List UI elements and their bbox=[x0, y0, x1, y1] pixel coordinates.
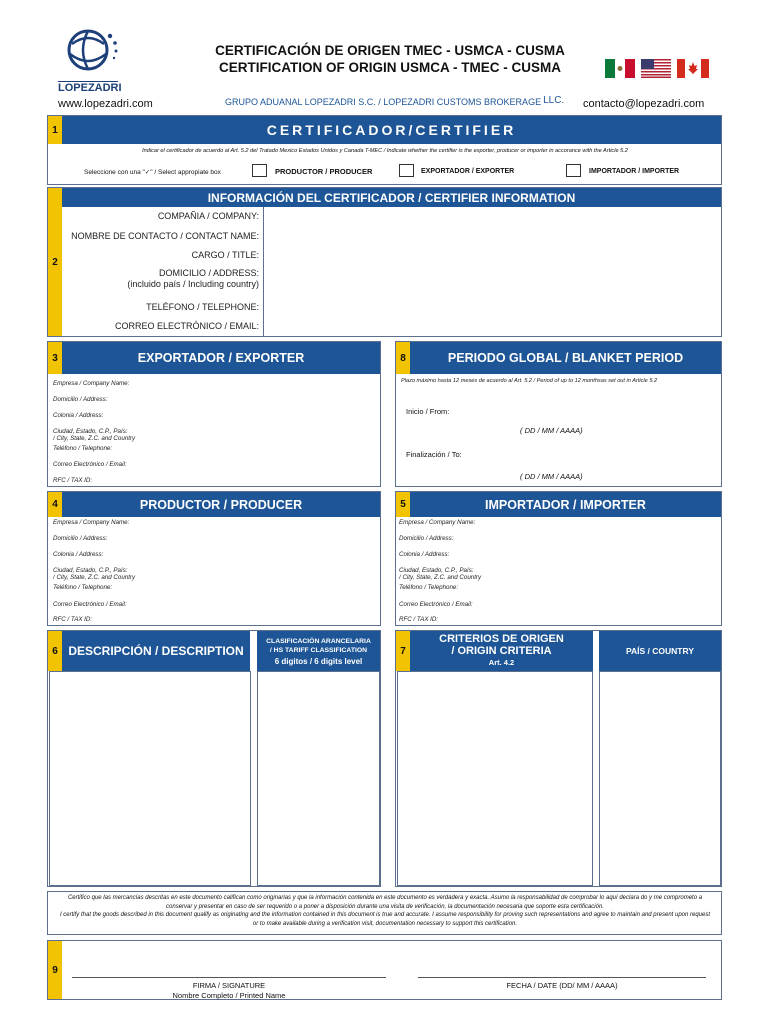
importer-rfc[interactable]: RFC / TAX ID: bbox=[399, 616, 439, 623]
section-6-title: DESCRIPCIÓN / DESCRIPTION bbox=[62, 631, 250, 671]
exporter-email[interactable]: Correo Electrónico / Email: bbox=[53, 461, 127, 468]
date-line[interactable] bbox=[418, 977, 706, 978]
usa-flag bbox=[641, 59, 671, 78]
signature-label: FIRMA / SIGNATURE bbox=[192, 981, 266, 990]
section-9-number: 9 bbox=[48, 941, 62, 999]
section-1-number: 1 bbox=[48, 116, 62, 144]
section-6-number: 6 bbox=[48, 631, 62, 671]
section-7-number: 7 bbox=[396, 631, 410, 671]
email-label: CORREO ELECTRÓNICO / EMAIL: bbox=[114, 321, 259, 331]
company-name bbox=[225, 97, 564, 108]
origin-line-2: / ORIGIN CRITERIA bbox=[451, 645, 552, 657]
declaration-es: Certifico que las mercancías descritas en este documento califican como originarias y que la información contenida en este documento es verdadera y exacta. Asumo la responsabilidad de comprobar lo aquí declara do y me comprometo a conservar y presentar en caso de ser requerido o a poner a disposición durante una visita de verificación, la documentación necesaria que soporte esta certificación. bbox=[67, 895, 703, 910]
address-note: (incluido país / Including country) bbox=[127, 279, 259, 289]
producer-label: PRODUCTOR / PRODUCER bbox=[275, 167, 373, 176]
mexico-flag bbox=[605, 59, 635, 78]
blanket-note: Plazo máximo hasta 12 meses de acuerdo al Art. 5.2 / Period of up to 12 monthsas set out in Article 5.2 bbox=[401, 378, 658, 384]
section-8-title: PERIODO GLOBAL / BLANKET PERIOD bbox=[410, 342, 721, 374]
hs-line-1: CLASIFICACIÓN ARANCELARIA bbox=[266, 637, 371, 645]
phone-input[interactable] bbox=[264, 300, 720, 318]
origin-criteria-header bbox=[410, 631, 593, 671]
producer-colonia[interactable]: Colonia / Address: bbox=[53, 551, 104, 558]
title-line-2: CERTIFICATION OF ORIGIN USMCA - TMEC - CUSMA bbox=[219, 60, 561, 75]
document-title bbox=[200, 42, 580, 76]
importer-checkbox[interactable] bbox=[566, 164, 581, 177]
printed-name-label: Nombre Completo / Printed Name bbox=[172, 991, 286, 1000]
section-4-title: PRODUCTOR / PRODUCER bbox=[62, 492, 380, 517]
importer-colonia[interactable]: Colonia / Address: bbox=[399, 551, 450, 558]
origin-criteria-input[interactable] bbox=[397, 671, 593, 886]
section-1-title: CERTIFICADOR/CERTIFIER bbox=[62, 116, 721, 144]
section-2-title: INFORMACIÓN DEL CERTIFICADOR / CERTIFIER INFORMATION bbox=[62, 188, 721, 207]
select-label: Seleccione con una "✓" / Select appropiate box bbox=[84, 169, 221, 176]
section-8-number: 8 bbox=[396, 342, 410, 374]
exporter-phone[interactable]: Teléfono / Telephone: bbox=[53, 445, 113, 452]
section-1-instruction: Indicar el certificador de acuerdo al Art. 5.2 del Tratado Mexico Estados Unidos y Canada T-MEC / Indicate whether the certifier is the exporter, producer or importer in accorance with the Article 5.2 bbox=[142, 148, 628, 154]
hs-line-3: 6 digitos / 6 digits level bbox=[274, 656, 363, 666]
hs-line-2: / HS TARIFF CLASSIFICATION bbox=[269, 646, 368, 654]
section-2-number: 2 bbox=[48, 188, 62, 336]
company-input[interactable] bbox=[264, 207, 720, 227]
producer-email[interactable]: Correo Electrónico / Email: bbox=[53, 601, 127, 608]
importer-city[interactable]: Ciudad, Estado, C.P., País: bbox=[399, 567, 474, 574]
from-date-format[interactable]: ( DD / MM / AAAA) bbox=[520, 426, 583, 435]
producer-checkbox[interactable] bbox=[252, 164, 267, 177]
origin-line-3: Art. 4.2 bbox=[488, 658, 515, 667]
origin-line-1: CRITERIOS DE ORIGEN bbox=[439, 633, 564, 645]
from-label: Inicio / From: bbox=[406, 407, 450, 416]
address-label: DOMICILIO / ADDRESS: bbox=[158, 268, 259, 278]
cargo-label: CARGO / TITLE: bbox=[191, 250, 259, 260]
website[interactable]: www.lopezadri.com bbox=[58, 98, 153, 110]
exporter-address[interactable]: Domicilio / Address: bbox=[53, 396, 108, 403]
hs-classification-header bbox=[257, 631, 380, 671]
company-name-text: GRUPO ADUANAL LOPEZADRI S.C. / LOPEZADRI CUSTOMS BROKERAGE bbox=[225, 97, 542, 107]
producer-city[interactable]: Ciudad, Estado, C.P., País: bbox=[53, 567, 128, 574]
logo-text: LOPEZADRI bbox=[58, 82, 122, 94]
country-header: PAÍS / COUNTRY bbox=[599, 631, 721, 671]
producer-rfc[interactable]: RFC / TAX ID: bbox=[53, 616, 93, 623]
address-input[interactable] bbox=[264, 265, 720, 300]
phone-label: TELÉFONO / TELEPHONE: bbox=[146, 302, 259, 312]
exporter-colonia[interactable]: Colonia / Address: bbox=[53, 412, 104, 419]
flags bbox=[605, 59, 709, 83]
title-line-1: CERTIFICACIÓN DE ORIGEN TMEC - USMCA - CUSMA bbox=[215, 43, 565, 58]
section-3-number: 3 bbox=[48, 342, 62, 374]
exporter-rfc[interactable]: RFC / TAX ID: bbox=[53, 477, 93, 484]
importer-address[interactable]: Domicilio / Address: bbox=[399, 535, 454, 542]
producer-address[interactable]: Domicilio / Address: bbox=[53, 535, 108, 542]
section-3-title: EXPORTADOR / EXPORTER bbox=[62, 342, 380, 374]
importer-phone[interactable]: Teléfono / Telephone: bbox=[399, 584, 459, 591]
date-label: FECHA / DATE (DD/ MM / AAAA) bbox=[506, 981, 618, 990]
exporter-city[interactable]: Ciudad, Estado, C.P., País: bbox=[53, 428, 128, 435]
producer-company[interactable]: Empresa / Company Name: bbox=[53, 519, 130, 526]
contact-label: NOMBRE DE CONTACTO / CONTACT NAME: bbox=[71, 231, 259, 241]
section-4-number: 4 bbox=[48, 492, 62, 517]
to-label: Finalización / To: bbox=[406, 450, 462, 459]
globe-icon bbox=[58, 24, 122, 76]
hs-classification-input[interactable] bbox=[257, 671, 380, 886]
exporter-label: EXPORTADOR / EXPORTER bbox=[421, 168, 515, 175]
contact-email[interactable]: contacto@lopezadri.com bbox=[583, 98, 705, 110]
producer-city-en: / City, State, Z.C. and Country bbox=[53, 574, 136, 581]
description-input[interactable] bbox=[49, 671, 251, 886]
producer-phone[interactable]: Teléfono / Telephone: bbox=[53, 584, 113, 591]
importer-city-en: / City, State, Z.C. and Country bbox=[399, 574, 482, 581]
exporter-company[interactable]: Empresa / Company Name: bbox=[53, 380, 130, 387]
canada-flag bbox=[677, 59, 709, 78]
declaration-text bbox=[58, 894, 712, 928]
company-label: COMPAÑIA / COMPANY: bbox=[157, 211, 259, 221]
signature-line[interactable] bbox=[72, 977, 386, 978]
declaration-en: I certify that the goods described in this document qualify as originating and the information contained in this document is true and accurate. I assume responsibility for proving such representations and agree to maintain and present upon request or to make available during a verification visit, documentation necessary to support this certification. bbox=[59, 912, 711, 927]
contact-input[interactable] bbox=[264, 227, 720, 247]
email-input[interactable] bbox=[264, 318, 720, 336]
exporter-checkbox[interactable] bbox=[399, 164, 414, 177]
to-date-format[interactable]: ( DD / MM / AAAA) bbox=[520, 472, 583, 481]
company-logo bbox=[58, 24, 122, 94]
importer-company[interactable]: Empresa / Company Name: bbox=[399, 519, 476, 526]
country-input[interactable] bbox=[599, 671, 721, 886]
importer-email[interactable]: Correo Electrónico / Email: bbox=[399, 601, 473, 608]
exporter-city-en: / City, State, Z.C. and Country bbox=[53, 435, 136, 442]
importer-label: IMPORTADOR / IMPORTER bbox=[589, 168, 680, 175]
section-5-title: IMPORTADOR / IMPORTER bbox=[410, 492, 721, 517]
section-5-number: 5 bbox=[396, 492, 410, 517]
company-suffix: LLC. bbox=[543, 95, 565, 106]
cargo-input[interactable] bbox=[264, 247, 720, 265]
